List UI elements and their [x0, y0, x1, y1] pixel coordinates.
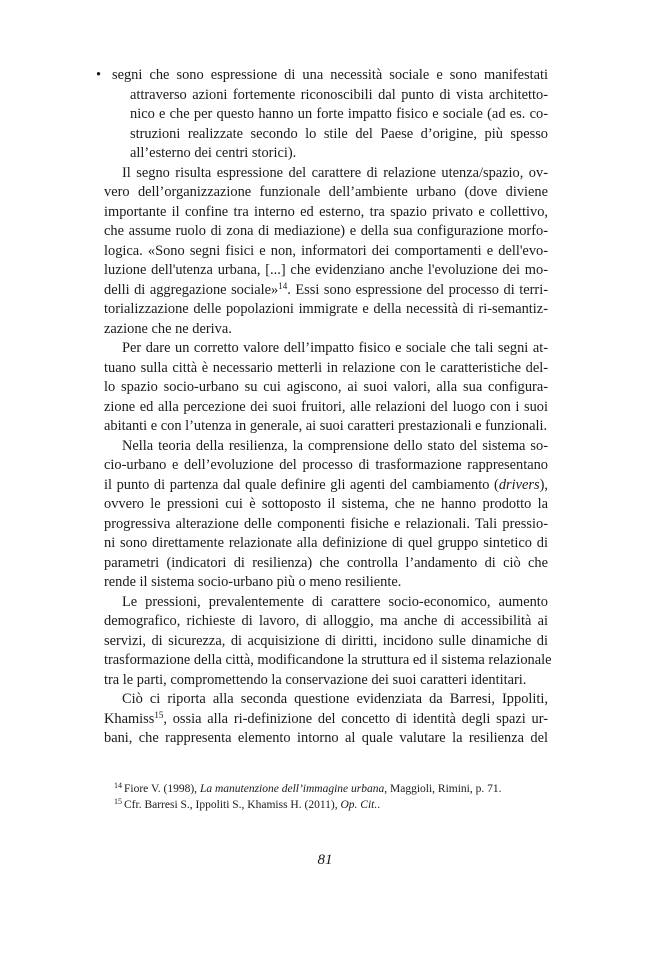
text-line: Per dare un corretto valore dell’impatto fisico e sociale che tali segni at- [122, 340, 548, 356]
text-line: luzione dell'utenza urbana, [...] che evidenziano anche l'evoluzione dei mo- [104, 262, 548, 278]
text-line: zione ed alla percezione dei suoi fruitori, alle relazioni del luogo con i suoi [104, 398, 548, 415]
footnote-text: . [377, 799, 381, 811]
footnote-ref-15: 15 [154, 709, 164, 720]
footnote-text: , Maggioli, Rimini, p. 71. [384, 783, 502, 795]
paragraph-3 [104, 437, 548, 593]
text-line: Ciò ci riporta alla seconda questione evidenziata da Barresi, Ippoliti, [122, 691, 548, 707]
footnote-title: Op. Cit. [340, 799, 378, 811]
footnote-number: 15 [114, 797, 122, 806]
text-line: tra le parti, compromettendo la conservazione dei suoi caratteri identitari. [104, 671, 527, 688]
text-run: delli di aggregazione sociale» [104, 281, 279, 298]
footnote-text: Cfr. Barresi S., Ippoliti S., Khamiss H. (2011), [124, 799, 341, 811]
text-line: che assume ruolo di zona di mediazione) e della sua configurazione morfo- [104, 223, 548, 239]
text-line: logica. «Sono segni fisici e non, informatori dei comportamenti e dell'evo- [104, 242, 548, 259]
body-text [96, 66, 552, 749]
text-line: parametri (indicatori di resilienza) che controlla l’andamento di ciò che [104, 554, 548, 571]
text-line: tuano sulla città è necessario metterli in relazione con le caratteristiche del- [104, 359, 548, 376]
text-line: Il segno risulta espressione del carattere di relazione utenza/spazio, ov- [122, 164, 548, 181]
text-line: servizi, di sicurezza, di acquisizione di diritti, incidono sulle dinamiche di [104, 632, 548, 649]
text-run: Khamiss [104, 710, 155, 727]
footnote-title: La manutenzione dell’immagine urbana [199, 783, 385, 795]
text-line: ovvero le pressioni cui è sottoposto il sistema, che ne hanno prodotto la [104, 496, 548, 512]
page-number: 81 [317, 852, 333, 868]
footnote-text: Fiore V. (1998), [124, 783, 200, 795]
paragraph-5 [104, 690, 548, 749]
footnotes [114, 781, 554, 813]
text-line: segni che sono espressione di una necessità sociale e sono manifestati [112, 67, 548, 83]
bullet-item [96, 66, 548, 164]
text-line: Nella teoria della resilienza, la comprensione dello stato del sistema so- [122, 437, 548, 454]
text-line: attraverso azioni fortemente riconoscibili dal punto di vista architetto- [130, 86, 548, 103]
text-line: trasformazione della città, modificandone la struttura ed il sistema relazionale [104, 652, 552, 668]
text-line [104, 476, 548, 496]
text-run: ), [539, 476, 548, 493]
text-line: all’esterno dei centri storici). [130, 145, 297, 161]
text-line: ni sono direttamente relazionate alla definizione di quel gruppo sintetico di [104, 535, 548, 551]
text-line: lo spazio socio-urbano su cui agiscono, ai suoi valori, alla sua configura- [104, 379, 548, 395]
text-line: struzioni realizzate secondo lo stile del Paese d’origine, più spesso [130, 125, 548, 142]
footnote-ref-14: 14 [278, 280, 288, 291]
text-line: vero dell’organizzazione funzionale dell’ambiente urbano (dove diviene [104, 184, 548, 200]
text-line: abitanti e con l’utenza in generale, ai suoi caratteri prestazionali e funzionali. [104, 418, 548, 434]
text-line: importante il confine tra interno ed esterno, tra spazio privato e collettivo, [104, 203, 548, 220]
text-run: . Essi sono espressione del processo di terri- [287, 281, 548, 298]
paragraph-1 [104, 164, 548, 340]
text-run: il punto di partenza dal quale definire gli agenti del cambiamento ( [104, 476, 499, 493]
text-line: bani, che rappresenta elemento intorno al quale valutare la resilienza del [104, 730, 548, 746]
text-line: progressiva alterazione delle componenti fisiche e relazionali. Tali pressio- [104, 515, 548, 532]
text-line: demografico, richieste di lavoro, di alloggio, ma anche di accessibilità ai [104, 613, 548, 629]
text-line: torializzazione delle popolazioni immigrate e della necessità di ri-semantiz- [104, 301, 548, 317]
text-line: rende il sistema socio-urbano più o meno resiliente. [104, 574, 402, 590]
text-line [104, 710, 548, 730]
footnote-15 [114, 797, 554, 813]
text-line: nico e che per questo hanno un forte impatto fisico e sociale (ad es. co- [130, 106, 548, 122]
footnote-14 [114, 781, 554, 797]
paragraph-4 [104, 593, 552, 691]
text-line: zazione che ne deriva. [104, 320, 232, 337]
italic-term: drivers [498, 476, 540, 493]
text-line: cio-urbano e dell’evoluzione del processo di trasformazione rappresentano [104, 457, 548, 473]
paragraph-2 [104, 339, 548, 437]
text-line [104, 281, 548, 301]
text-run: , ossia alla ri-definizione del concetto di identità degli spazi ur- [163, 710, 548, 727]
bullet-marker: • [96, 67, 102, 83]
text-line: Le pressioni, prevalentemente di carattere socio-economico, aumento [122, 593, 548, 610]
footnote-number: 14 [114, 781, 122, 790]
